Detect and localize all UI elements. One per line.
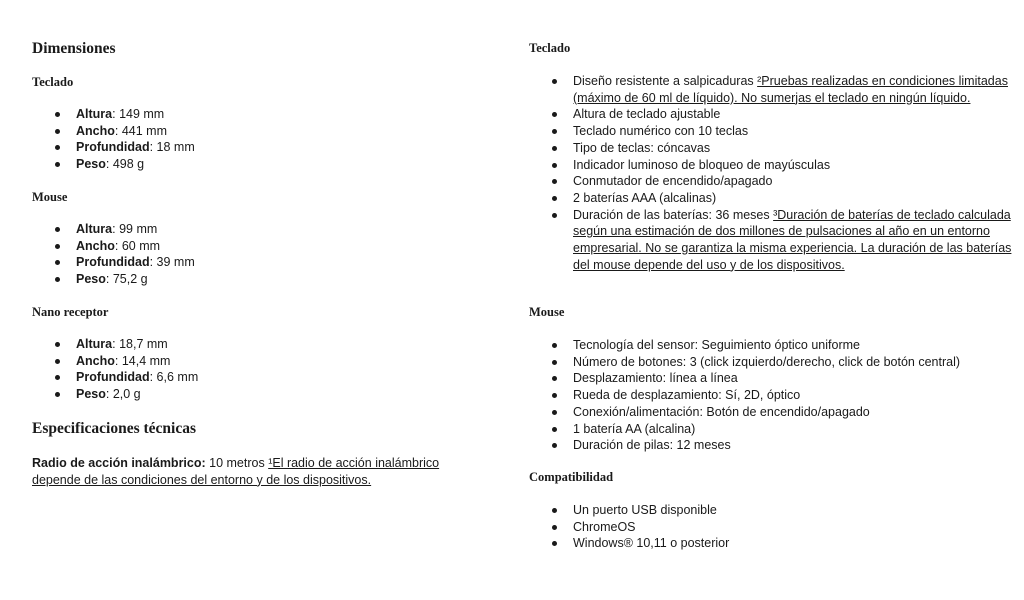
list-item: Rueda de desplazamiento: Sí, 2D, óptico	[573, 387, 1024, 404]
mouse-features-heading: Mouse	[529, 305, 565, 319]
list-item: 1 batería AA (alcalina)	[573, 421, 1024, 438]
list-item: Ancho: 14,4 mm	[76, 353, 496, 370]
wireless-range-spec: Radio de acción inalámbrico: 10 metros ¹El radio de acción inalámbrico depende de las condiciones del entorno y de los dispositivos.	[32, 456, 440, 487]
list-item: Altura: 149 mm	[76, 106, 496, 123]
list-item: Ancho: 60 mm	[76, 238, 496, 255]
mouse-dimensions-heading: Mouse	[32, 190, 68, 204]
footnote-link[interactable]: ²Pruebas realizadas en condiciones limitadas (máximo de 60 ml de líquido). No sumerjas el teclado en ningún líquido.	[573, 74, 1008, 105]
list-item: ChromeOS	[573, 519, 1024, 536]
list-item: Ancho: 441 mm	[76, 123, 496, 140]
keyboard-features-heading: Teclado	[529, 41, 571, 55]
dimensions-heading: Dimensiones	[32, 40, 116, 57]
compatibility-heading: Compatibilidad	[529, 470, 614, 484]
list-item: Tipo de teclas: cóncavas	[573, 140, 1024, 157]
list-item: Peso: 498 g	[76, 156, 496, 173]
receiver-dimensions-heading: Nano receptor	[32, 305, 109, 319]
compatibility-list	[529, 502, 1024, 552]
receiver-dimensions-list	[32, 336, 496, 403]
list-item: Profundidad: 18 mm	[76, 139, 496, 156]
list-item: Conmutador de encendido/apagado	[573, 173, 1024, 190]
list-item: Peso: 75,2 g	[76, 271, 496, 288]
list-item: Peso: 2,0 g	[76, 386, 496, 403]
list-item: Windows® 10,11 o posterior	[573, 535, 1024, 552]
list-item: Altura de teclado ajustable	[573, 106, 1024, 123]
list-item: Número de botones: 3 (click izquierdo/derecho, click de botón central)	[573, 354, 1024, 371]
footnote-link[interactable]: ³Duración de baterías de teclado calculada según una estimación de dos millones de pulsaciones al año en un entorno empresarial. No se garantiza la misma experiencia. La duración de las baterías del mouse depende del uso y de los dispositivos.	[573, 207, 1012, 272]
list-item: Duración de pilas: 12 meses	[573, 437, 1024, 454]
list-item: Duración de las baterías: 36 meses ³Duración de baterías de teclado calculada según una estimación de dos millones de pulsaciones al año en un entorno empresarial. No se garantiza la misma experiencia. La duración de las baterías del mouse depende del uso y de los dispositivos.	[573, 207, 1024, 274]
list-item: Indicador luminoso de bloqueo de mayúsculas	[573, 157, 1024, 174]
mouse-features-list	[529, 337, 1024, 454]
keyboard-features-list	[529, 73, 1024, 273]
list-item: Profundidad: 39 mm	[76, 254, 496, 271]
list-item: Diseño resistente a salpicaduras ²Pruebas realizadas en condiciones limitadas (máximo de 60 ml de líquido). No sumerjas el teclado en ningún líquido.	[573, 73, 1024, 106]
keyboard-dimensions-list	[32, 106, 496, 173]
list-item: Altura: 99 mm	[76, 221, 496, 238]
list-item: Teclado numérico con 10 teclas	[573, 123, 1024, 140]
list-item: Tecnología del sensor: Seguimiento óptico uniforme	[573, 337, 1024, 354]
list-item: 2 baterías AAA (alcalinas)	[573, 190, 1024, 207]
specs-heading: Especificaciones técnicas	[32, 420, 197, 437]
list-item: Profundidad: 6,6 mm	[76, 369, 496, 386]
list-item: Un puerto USB disponible	[573, 502, 1024, 519]
footnote-link[interactable]: ¹El radio de acción inalámbrico depende de las condiciones del entorno y de los dispositivos.	[32, 456, 440, 487]
mouse-dimensions-list	[32, 221, 496, 288]
list-item: Conexión/alimentación: Botón de encendido/apagado	[573, 404, 1024, 421]
list-item: Altura: 18,7 mm	[76, 336, 496, 353]
list-item: Desplazamiento: línea a línea	[573, 370, 1024, 387]
keyboard-dimensions-heading: Teclado	[32, 75, 74, 89]
